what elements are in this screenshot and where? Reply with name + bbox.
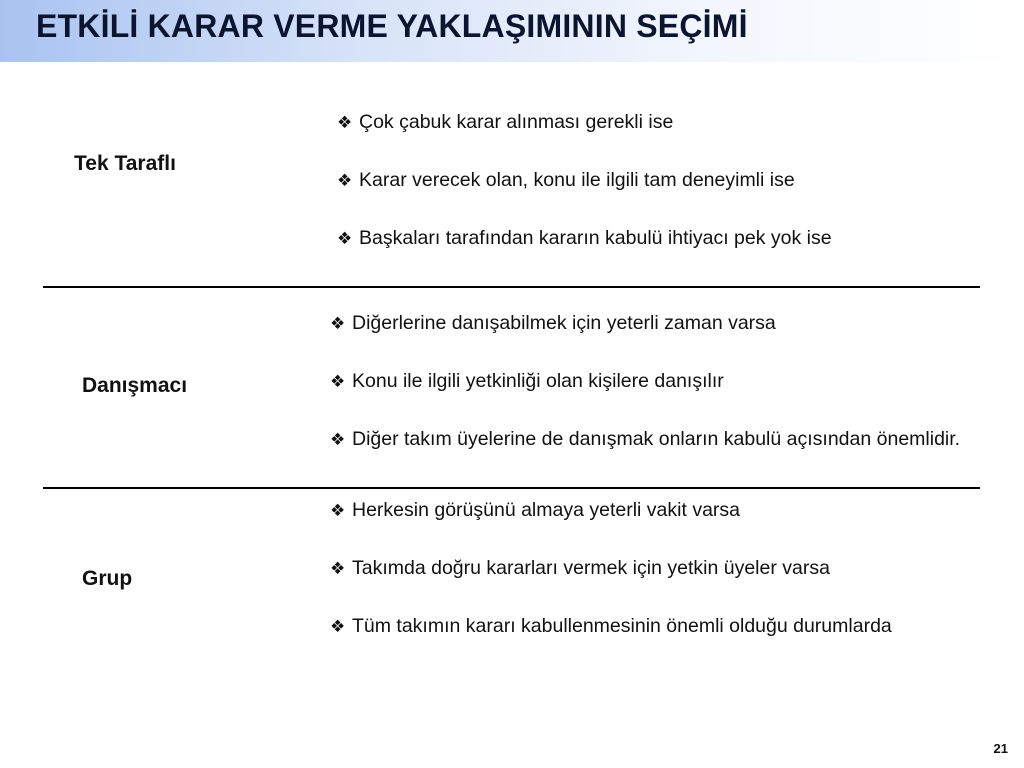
bullet-list-grup [330,495,930,642]
slide-title: ETKİLİ KARAR VERME YAKLAŞIMININ SEÇİMİ [36,8,748,44]
diamond-bullet-icon: ❖ [330,559,346,579]
diamond-bullet-icon: ❖ [337,171,353,191]
page-number: 21 [993,741,1008,756]
bullet-item: ❖ Herkesin görüşünü almaya yeterli vakit varsa [330,495,930,526]
section-label-danismaci: Danışmacı [82,374,188,397]
diamond-bullet-icon: ❖ [330,430,346,450]
diamond-bullet-icon: ❖ [330,314,346,334]
diamond-bullet-icon: ❖ [330,617,346,637]
section-label-grup: Grup [82,567,133,590]
bullet-item: ❖ Diğerlerine danışabilmek için yeterli zaman varsa [330,308,975,339]
diamond-bullet-icon: ❖ [330,501,346,521]
section-divider [43,286,980,288]
bullet-item: ❖ Diğer takım üyelerine de danışmak onların kabulü açısından önemlidir. [330,424,975,455]
section-divider [43,487,980,489]
bullet-item: ❖ Çok çabuk karar alınması gerekli ise [337,107,897,138]
bullet-item: ❖ Karar verecek olan, konu ile ilgili tam deneyimli ise [337,165,897,196]
bullet-list-danismaci [330,308,975,455]
title-banner [0,0,1024,62]
bullet-item: ❖ Tüm takımın kararı kabullenmesinin önemli olduğu durumlarda [330,611,930,642]
bullet-item: ❖ Konu ile ilgili yetkinliği olan kişilere danışılır [330,366,975,397]
diamond-bullet-icon: ❖ [330,372,346,392]
diamond-bullet-icon: ❖ [337,229,353,249]
diamond-bullet-icon: ❖ [337,113,353,133]
bullet-item: ❖ Başkaları tarafından kararın kabulü ihtiyacı pek yok ise [337,223,897,254]
section-label-tek-tarafli: Tek Taraflı [74,152,176,175]
bullet-item: ❖ Takımda doğru kararları vermek için yetkin üyeler varsa [330,553,930,584]
bullet-list-tek-tarafli [337,107,897,254]
